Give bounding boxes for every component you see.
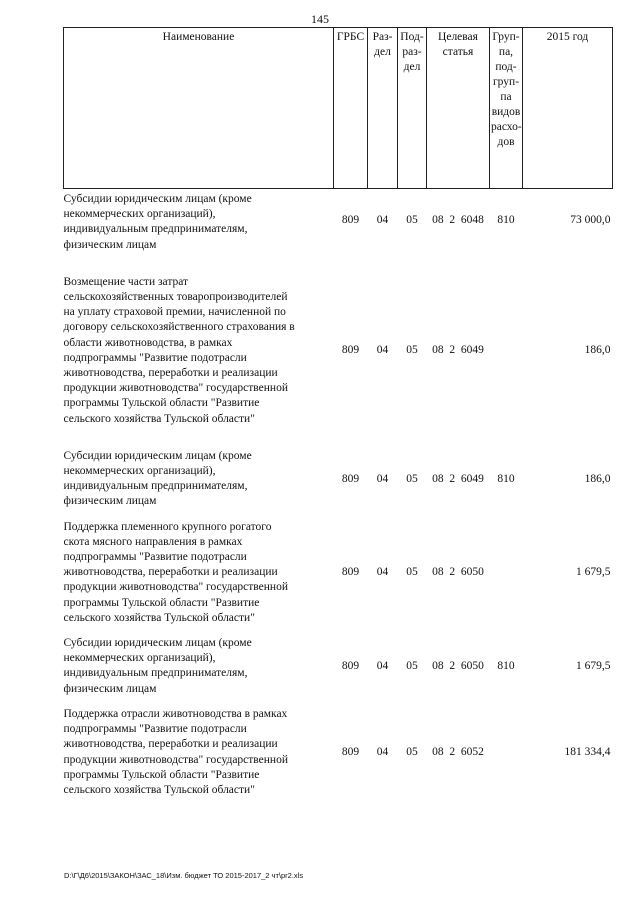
row-grbs: 809 — [341, 566, 360, 579]
row-podrazdel: 05 — [406, 344, 418, 357]
row-name: Поддержка отрасли животноводства в рамках подпрограммы "Развитие подотрасли животноводства, переработки и реализации продукции животноводства" государственной программы Тульской области "Развитие сельского хозяйства Тульской области" — [63, 707, 288, 796]
row-expense-group — [490, 275, 523, 427]
row-target-article: 08 2 6049 — [432, 472, 484, 485]
page-number: 145 — [311, 12, 329, 26]
row-amount: 186,0 — [584, 472, 611, 485]
row-razdel: 04 — [376, 472, 389, 485]
header-expense-group: Груп- па, под- груп- па видов расхо- дов — [490, 28, 523, 189]
row-target-article: 08 2 6050 — [432, 566, 484, 579]
table-row — [64, 636, 613, 697]
row-podrazdel: 05 — [406, 659, 418, 672]
row-name: Возмещение части затрат сельскохозяйственных товаропроизводителей на уплату страховой премии, начисленной по договору сельскохозяйственного страхования в области животноводства, в рамках подпрограммы "Развитие подотрасли животноводства, переработки и реализации продукции животноводства" государственной программы Тульской области "Развитие сельского хозяйства Тульской области" — [63, 275, 295, 425]
row-grbs: 809 — [341, 745, 360, 758]
row-grbs: 809 — [341, 659, 360, 672]
row-grbs: 809 — [341, 344, 360, 357]
row-expense-group — [490, 707, 523, 798]
row-razdel: 04 — [376, 745, 389, 758]
row-amount: 186,0 — [584, 344, 611, 357]
row-podrazdel: 05 — [406, 472, 418, 485]
row-amount: 1 679,5 — [576, 566, 611, 579]
header-razdel: Раз- дел — [368, 28, 398, 189]
row-target-article: 08 2 6050 — [432, 659, 484, 672]
row-podrazdel: 05 — [406, 745, 418, 758]
table-row — [64, 189, 613, 253]
budget-table — [63, 27, 613, 798]
row-amount: 181 334,4 — [564, 745, 611, 758]
row-razdel: 04 — [376, 214, 389, 227]
row-razdel: 04 — [376, 344, 389, 357]
row-razdel: 04 — [376, 566, 389, 579]
row-grbs: 809 — [341, 472, 360, 485]
row-podrazdel: 05 — [406, 566, 418, 579]
table-row — [64, 275, 613, 427]
footer-file-path: D:\Г\Д6\2015\ЗАКОН\ЗАС_18\Изм. бюджет ТО 2015-2017_2 чт\pr2.xls — [64, 871, 304, 880]
row-target-article: 08 2 6048 — [432, 214, 484, 227]
row-podrazdel: 05 — [406, 214, 418, 227]
row-name: Поддержка племенного крупного рогатого скота мясного направления в рамках подпрограммы "Развитие подотрасли животноводства, переработки и реализации продукции животноводства" государственной программы Тульской области "Развитие сельского хозяйства Тульской области" — [63, 520, 288, 624]
row-grbs: 809 — [341, 214, 360, 227]
row-target-article: 08 2 6052 — [432, 745, 484, 758]
header-year-2015: 2015 год — [523, 28, 613, 189]
header-target-article: Целевая статья — [427, 28, 490, 189]
row-amount: 1 679,5 — [576, 659, 611, 672]
row-amount: 73 000,0 — [570, 214, 611, 227]
row-expense-group: 810 — [497, 659, 515, 672]
row-expense-group: 810 — [497, 472, 515, 485]
row-expense-group — [490, 520, 523, 626]
row-name: Субсидии юридическим лицам (кроме некоммерческих организаций), индивидуальным предпринимателям, физическим лицам — [63, 193, 252, 251]
row-razdel: 04 — [376, 659, 389, 672]
header-name: Наименование — [64, 28, 334, 189]
table-header-row — [64, 28, 613, 189]
table-row — [64, 520, 613, 626]
table-row — [64, 707, 613, 798]
table-row — [64, 449, 613, 510]
row-name: Субсидии юридическим лицам (кроме некоммерческих организаций), индивидуальным предпринимателям, физическим лицам — [63, 637, 252, 695]
row-name: Субсидии юридическим лицам (кроме некоммерческих организаций), индивидуальным предпринимателям, физическим лицам — [63, 449, 252, 508]
row-expense-group: 810 — [497, 214, 515, 227]
header-podrazdel: Под- раз- дел — [398, 28, 427, 189]
header-grbs: ГРБС — [334, 28, 368, 189]
row-target-article: 08 2 6049 — [432, 344, 484, 357]
